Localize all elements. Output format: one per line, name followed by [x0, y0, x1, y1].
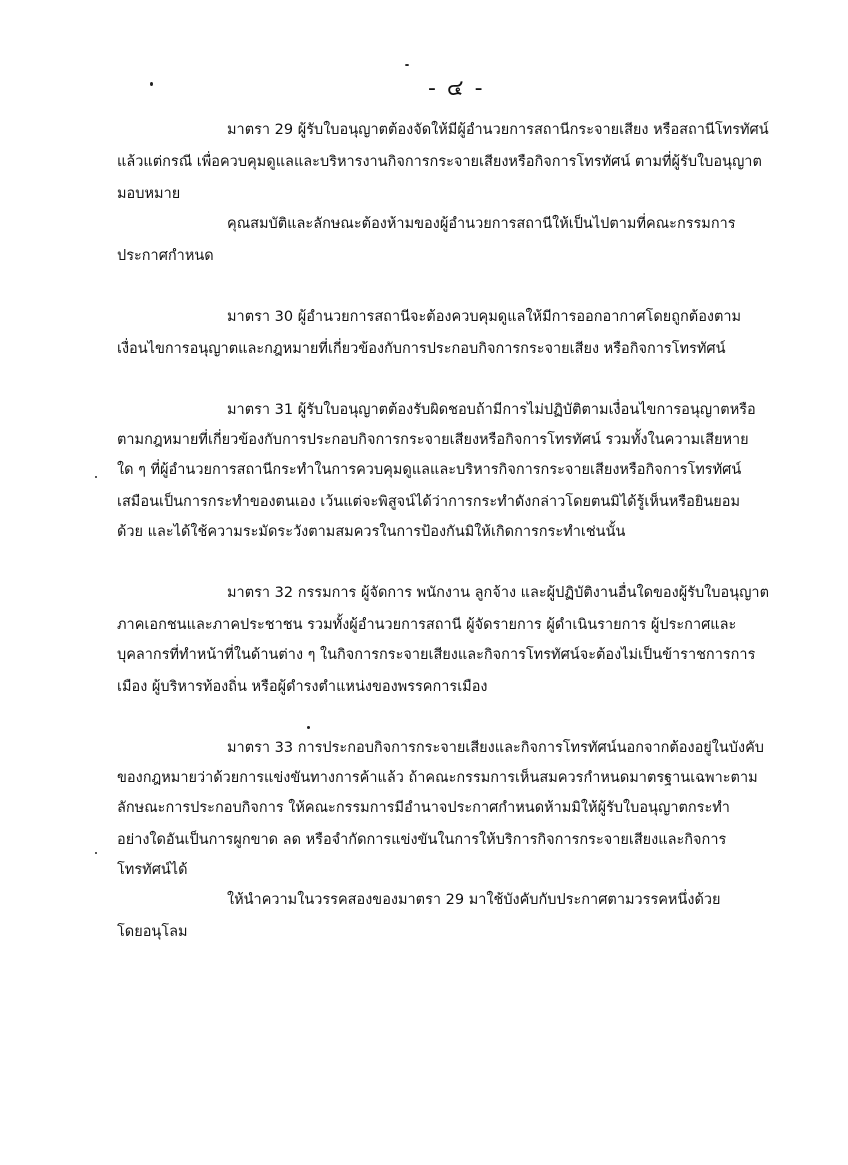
paragraph-line: อย่างใดอันเป็นการผูกขาด ลด หรือจำกัดการแข่งขันในการให้บริการกิจการกระจายเสียงและกิจการ [117, 832, 727, 848]
paragraph-line: เสมือนเป็นการกระทำของตนเอง เว้นแต่จะพิสูจน์ได้ว่าการกระทำดังกล่าวโดยตนมิได้รู้เห็นหรือยินยอม [117, 494, 741, 510]
paragraph-line: มาตรา 32 กรรมการ ผู้จัดการ พนักงาน ลูกจ้าง และผู้ปฏิบัติงานอื่นใดของผู้รับใบอนุญาต [227, 585, 769, 601]
paragraph-line: ของกฎหมายว่าด้วยการแข่งขันทางการค้าแล้ว ถ้าคณะกรรมการเห็นสมควรกำหนดมาตรฐานเฉพาะตาม [117, 770, 758, 786]
paragraph-line: มาตรา 31 ผู้รับใบอนุญาตต้องรับผิดชอบถ้ามีการไม่ปฏิบัติตามเงื่อนไขการอนุญาตหรือ [227, 402, 756, 418]
paragraph-line: บุคลากรที่ทำหน้าที่ในด้านต่าง ๆ ในกิจการกระจายเสียงและกิจการโทรทัศน์จะต้องไม่เป็นข้าราชการการ [117, 647, 756, 663]
paragraph-line: ให้นำความในวรรคสองของมาตรา 29 มาใช้บังคับกับประกาศตามวรรคหนึ่งด้วย [227, 892, 721, 908]
scan-speck [95, 476, 97, 478]
scan-speck [95, 852, 97, 854]
paragraph-line: ตามกฎหมายที่เกี่ยวข้องกับการประกอบกิจการกระจายเสียงหรือกิจการโทรทัศน์ รวมทั้งในความเสียหาย [117, 432, 749, 448]
scan-speck [405, 64, 409, 66]
paragraph-line: มาตรา 33 การประกอบกิจการกระจายเสียงและกิจการโทรทัศน์นอกจากต้องอยู่ในบังคับ [227, 740, 764, 756]
paragraph-line: มาตรา 29 ผู้รับใบอนุญาตต้องจัดให้มีผู้อำนวยการสถานีกระจายเสียง หรือสถานีโทรทัศน์ [227, 122, 769, 138]
paragraph-line: มาตรา 30 ผู้อำนวยการสถานีจะต้องควบคุมดูแลให้มีการออกอากาศโดยถูกต้องตาม [227, 309, 742, 325]
paragraph-line: ลักษณะการประกอบกิจการ ให้คณะกรรมการมีอำนาจประกาศกำหนดห้ามมิให้ผู้รับใบอนุญาตกระทำ [117, 800, 730, 816]
paragraph-line: มอบหมาย [117, 186, 181, 202]
scan-speck [150, 82, 153, 86]
paragraph-line: เงื่อนไขการอนุญาตและกฎหมายที่เกี่ยวข้องกับการประกอบกิจการกระจายเสียง หรือกิจการโทรทัศน์ [117, 341, 726, 357]
paragraph-line: แล้วแต่กรณี เพื่อควบคุมดูแลและบริหารงานกิจการกระจายเสียงหรือกิจการโทรทัศน์ ตามที่ผู้รับใบอนุญาต [117, 154, 762, 170]
paragraph-line: โดยอนุโลม [117, 924, 188, 940]
paragraph-line: คุณสมบัติและลักษณะต้องห้ามของผู้อำนวยการสถานีให้เป็นไปตามที่คณะกรรมการ [227, 216, 736, 232]
paragraph-line: โทรทัศน์ได้ [117, 862, 188, 878]
paragraph-line: เมือง ผู้บริหารท้องถิ่น หรือผู้ดำรงตำแหน่งของพรรคการเมือง [117, 679, 488, 695]
paragraph-line: ประกาศกำหนด [117, 248, 214, 264]
paragraph-line: ภาคเอกชนและภาคประชาชน รวมทั้งผู้อำนวยการสถานี ผู้จัดรายการ ผู้ดำเนินรายการ ผู้ประกาศและ [117, 617, 737, 633]
scan-speck [307, 726, 310, 729]
paragraph-line: ด้วย และได้ใช้ความระมัดระวังตามสมควรในการป้องกันมิให้เกิดการกระทำเช่นนั้น [117, 524, 626, 540]
page-number: - ๔ - [428, 76, 485, 101]
paragraph-line: ใด ๆ ที่ผู้อำนวยการสถานีกระทำในการควบคุมดูแลและบริหารกิจการกระจายเสียงหรือกิจการโทรทัศน์ [117, 462, 742, 478]
